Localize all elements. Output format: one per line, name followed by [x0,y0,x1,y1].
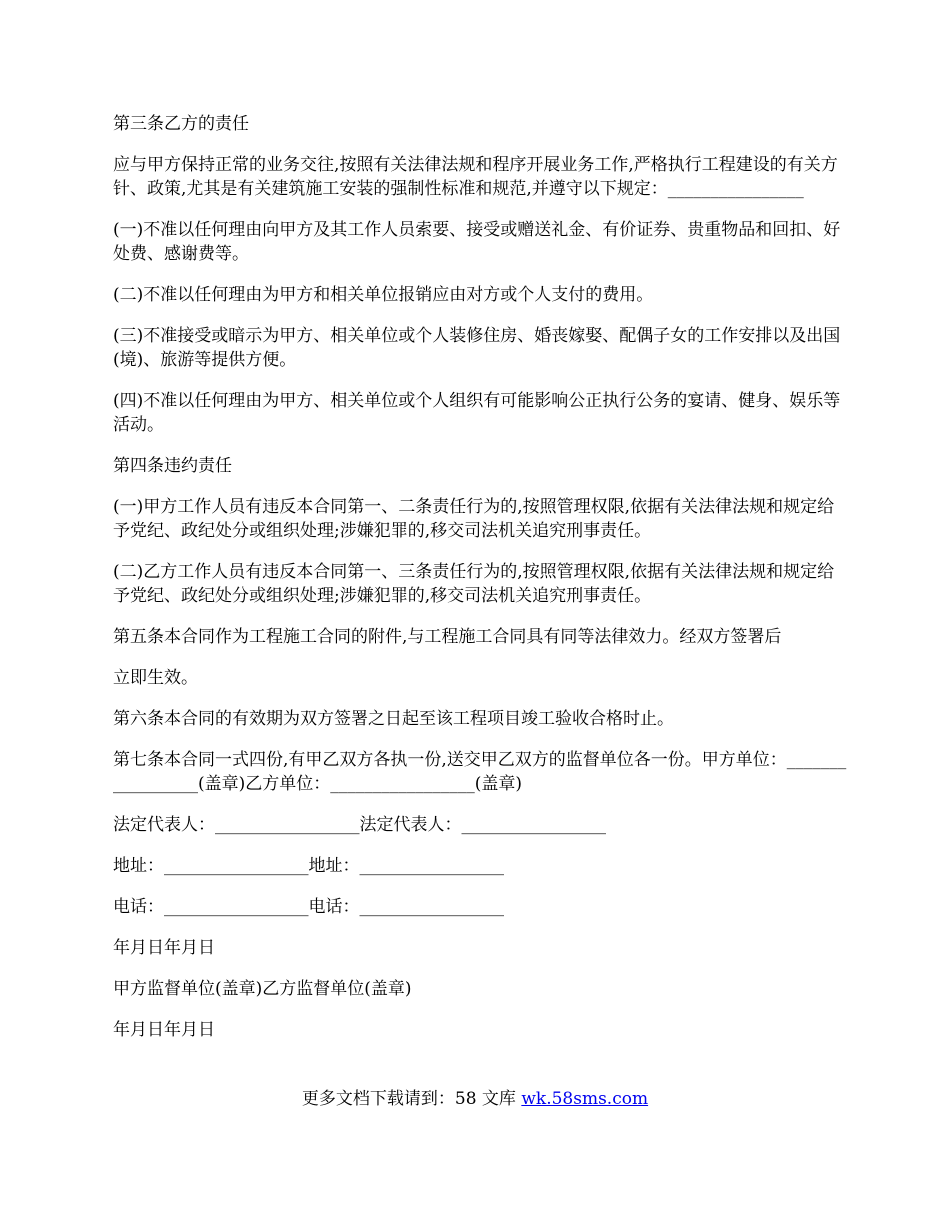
paragraph: 立即生效。 [113,668,198,688]
signature-representative-line: 法定代表人：_________________法定代表人：_________________ [113,815,606,835]
clause-3: (三)不准接受或暗示为甲方、相关单位或个人装修住房、婚丧嫁娶、配偶子女的工作安排以及出国(境)、旅游等提供方便。 [113,326,841,370]
footer-text: 更多文档下载请到：58 文库 [301,1089,522,1109]
section-heading-3: 第三条乙方的责任 [113,114,249,134]
signature-address-line: 地址：_________________地址：_________________ [113,856,504,876]
document-body [113,112,848,1059]
article-6: 第六条本合同的有效期为双方签署之日起至该工程项目竣工验收合格时止。 [113,709,674,729]
footer [0,1087,950,1111]
section-heading-4: 第四条违约责任 [113,456,232,476]
clause-1: (一)甲方工作人员有违反本合同第一、二条责任行为的,按照管理权限,依据有关法律法规和规定给予党纪、政纪处分或组织处理;涉嫌犯罪的,移交司法机关追究刑事责任。 [113,497,835,541]
clause-2: (二)不准以任何理由为甲方和相关单位报销应由对方或个人支付的费用。 [113,285,654,305]
date-line: 年月日年月日 [113,938,215,958]
clause-2: (二)乙方工作人员有违反本合同第一、三条责任行为的,按照管理权限,依据有关法律法规和规定给予党纪、政纪处分或组织处理;涉嫌犯罪的,移交司法机关追究刑事责任。 [113,562,835,606]
clause-1: (一)不准以任何理由向甲方及其工作人员索要、接受或赠送礼金、有价证券、贵重物品和回扣、好处费、感谢费等。 [113,220,841,264]
clause-4: (四)不准以任何理由为甲方、相关单位或个人组织有可能影响公正执行公务的宴请、健身、娱乐等活动。 [113,391,841,435]
article-7: 第七条本合同一式四份,有甲乙双方各执一份,送交甲乙双方的监督单位各一份。甲方单位：_________________(盖章)乙方单位：_________________(盖章) [113,750,847,794]
supervisor-seal-line: 甲方监督单位(盖章)乙方监督单位(盖章) [113,979,412,999]
article-5: 第五条本合同作为工程施工合同的附件,与工程施工合同具有同等法律效力。经双方签署后 [113,627,782,647]
signature-phone-line: 电话：_________________电话：_________________ [113,897,504,917]
date-line: 年月日年月日 [113,1020,215,1040]
footer-link[interactable]: wk.58sms.com [521,1089,649,1109]
paragraph: 应与甲方保持正常的业务交往,按照有关法律法规和程序开展业务工作,严格执行工程建设的有关方针、政策,尤其是有关建筑施工安装的强制性标准和规范,并遵守以下规定：________________ [113,155,838,199]
